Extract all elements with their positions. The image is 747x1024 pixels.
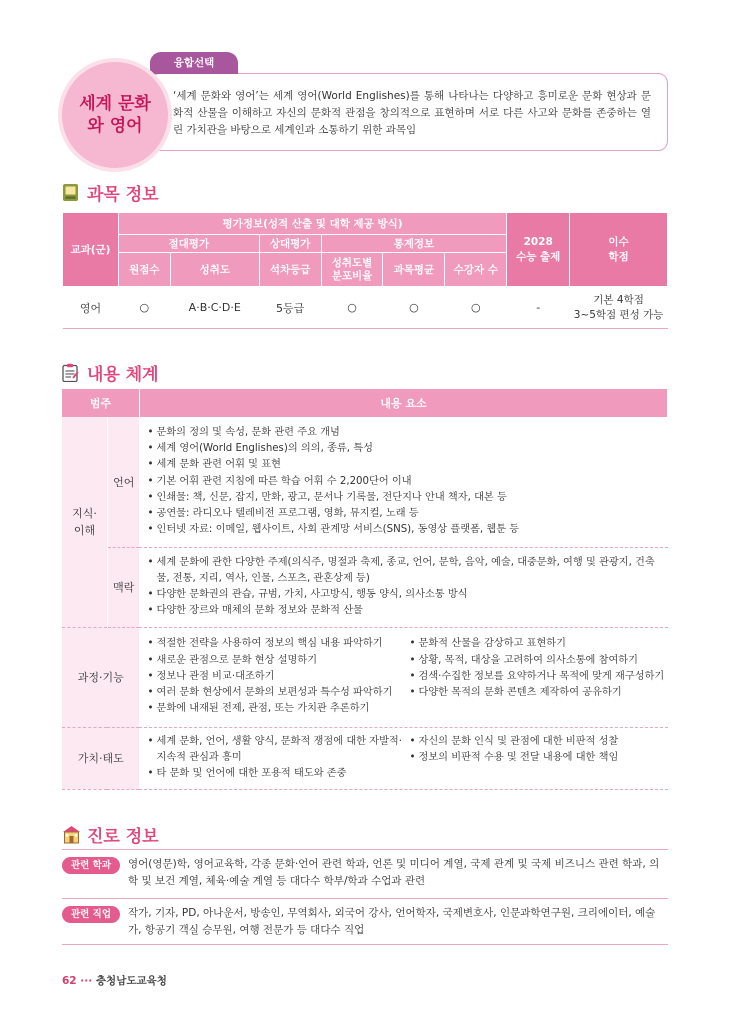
col-category: 범주 [62,389,139,417]
list-item: • 세계 문화, 언어, 생활 양식, 문화적 쟁점에 대한 자발적·지속적 관심과 흥미 [147,734,409,766]
table-row [62,627,668,727]
list-item: • 기본 어휘 관련 지침에 따른 학습 어휘 수 2,200단어 이내 [147,474,659,490]
col-elements: 내용 요소 [139,389,667,417]
col-stats: 통계정보 [321,235,507,253]
footer-dots: ··· [80,975,93,987]
list-item: • 다양한 문화권의 관습, 규범, 가치, 사고방식, 행동 양식, 의사소통 방식 [147,587,659,603]
subject-title: 세계 문화와 영어 [79,94,151,136]
content-structure-heading [62,360,159,385]
context-elements [139,547,667,627]
list-item: • 여러 문화 현상에서 문화의 보편성과 특수성 파악하기 [147,685,409,701]
table-row [62,547,668,627]
list-item: • 인터넷 자료: 이메일, 웹사이트, 사회 관계망 서비스(SNS), 동영상 플랫폼, 웹툰 등 [147,522,659,538]
category-value: 가치·태도 [62,727,139,789]
cell-achievement: A·B·C·D·E [170,287,259,329]
list-item: • 다양한 목적의 문화 콘텐츠 제작하여 공유하기 [409,685,659,701]
category-knowledge: 지식· 이해 [62,417,107,627]
subject-intro-box [150,73,668,151]
language-elements [139,417,667,547]
page-footer [62,973,167,988]
sub-language: 언어 [107,417,139,547]
cell-rank: 5등급 [259,287,321,329]
col-evaluation: 평가정보(성적 산출 및 대학 제공 방식) [118,213,506,235]
category-process: 과정·기능 [62,627,139,727]
list-item: • 자신의 문화 인식 및 관점에 대한 비판적 성찰 [409,734,659,750]
col-group: 교과(군) [63,213,119,287]
cell-raw-score: ○ [118,287,170,329]
list-item: • 인쇄물: 책, 신문, 잡지, 만화, 광고, 문서나 기록물, 전단지나 안내 책자, 대본 등 [147,490,659,506]
category-badge: 융합선택 [150,52,238,74]
divider [62,898,668,899]
credits-range: 3~5학점 편성 가능 [573,308,664,321]
related-dept-text: 영어(영문)학, 영어교육학, 각종 문화·언어 관련 학과, 언론 및 미디어 계열, 국제 관계 및 국제 비즈니스 관련 학과, 의학 및 보건 계열, 체육·예술 계열 등 대다수 학부/학과 수업과 관련 [128,858,660,887]
cell-dist: ○ [321,287,383,329]
sub-context: 맥락 [107,547,139,627]
related-job-text: 작가, 기자, PD, 아나운서, 방송인, 무역회사, 외국어 강사, 언어학자, 국제변호사, 인문과학연구원, 크리에이터, 예술가, 항공기 객실 승무원, 여행 전문가 등 대다수 직업 [128,907,656,936]
list-item: • 세계 문화 관련 어휘 및 표현 [147,457,659,473]
career-info-title: 진로 정보 [87,827,159,847]
col-relative: 상대평가 [259,235,321,253]
list-item: • 세계 영어(World Englishes)의 의의, 종류, 특성 [147,441,659,457]
list-item: • 세계 문화에 관한 다양한 주제(의식주, 명절과 축제, 종교, 언어, 문학, 음악, 예술, 대중문화, 여행 및 관광지, 건축물, 전통, 지리, 역사, 인물, 스포츠, 관혼상제 등) [147,555,659,587]
cell-credits [570,287,668,329]
cell-mean: ○ [383,287,445,329]
subject-info-heading [62,180,159,205]
col-csat: 2028 수능 출제 [507,213,570,287]
career-job-row [62,905,668,945]
subject-info-table [62,212,668,329]
list-item: • 상황, 목적, 대상을 고려하여 의사소통에 참여하기 [409,653,659,669]
table-row [62,417,668,547]
subject-title-circle [58,58,172,172]
book-icon [62,183,79,202]
list-item: • 타 문화 및 언어에 대한 포용적 태도와 존중 [147,766,409,782]
list-item: • 문화적 산물을 감상하고 표현하기 [409,636,659,652]
cell-group: 영어 [63,287,119,329]
school-icon [62,825,79,844]
list-item: • 정보의 비판적 수용 및 전달 내용에 대한 책임 [409,750,659,766]
subject-intro-text: ‘세계 문화와 영어’는 세계 영어(World Englishes)를 통해 나타나는 다양하고 흥미로운 문화 현상과 문화적 산물을 이해하고 자신의 문화적 관점을 창의적으로 표현하며 서로 다른 사고와 문화를 존중하는 열린 가치관을 바탕으로 세계인과 소통하기 위한 과목임 [173,90,651,136]
col-raw-score: 원점수 [118,253,170,287]
cell-count: ○ [445,287,507,329]
page-number: 62 [62,975,77,987]
career-dept-row [62,856,668,896]
table-row [63,287,668,329]
col-mean: 과목평균 [383,253,445,287]
list-item: • 정보나 관점 비교·대조하기 [147,669,409,685]
list-item: • 다양한 장르와 매체의 문화 정보와 문화적 산물 [147,603,659,619]
list-item: • 공연물: 라디오나 텔레비전 프로그램, 영화, 뮤지컬, 노래 등 [147,506,659,522]
content-structure-table [62,389,668,790]
list-item: • 적절한 전략을 사용하여 정보의 핵심 내용 파악하기 [147,636,409,652]
subject-info-title: 과목 정보 [87,185,159,205]
related-dept-badge: 관련 학과 [62,857,120,874]
process-elements [139,627,667,727]
career-info-heading [62,822,159,847]
divider [62,849,668,850]
divider [62,944,668,945]
footer-org: 충청남도교육청 [95,975,167,987]
col-achievement: 성취도 [170,253,259,287]
list-item: • 문화의 정의 및 속성, 문화 관련 주요 개념 [147,425,659,441]
credits-basic: 기본 4학점 [593,293,644,306]
clipboard-icon [62,363,79,382]
cell-csat: - [507,287,570,329]
list-item: • 새로운 관점으로 문화 현상 설명하기 [147,653,409,669]
content-structure-title: 내용 체계 [87,365,159,385]
col-absolute: 절대평가 [118,235,259,253]
related-job-badge: 관련 직업 [62,906,120,923]
list-item: • 검색·수집한 정보를 요약하거나 목적에 맞게 재구성하기 [409,669,659,685]
value-elements [139,727,667,789]
list-item: • 문화에 내재된 전제, 관점, 또는 가치관 추론하기 [147,701,409,717]
col-credits: 이수 학점 [570,213,668,287]
col-rank: 석차등급 [259,253,321,287]
col-count: 수강자 수 [445,253,507,287]
table-row [62,727,668,789]
col-dist: 성취도별 분포비율 [321,253,383,287]
